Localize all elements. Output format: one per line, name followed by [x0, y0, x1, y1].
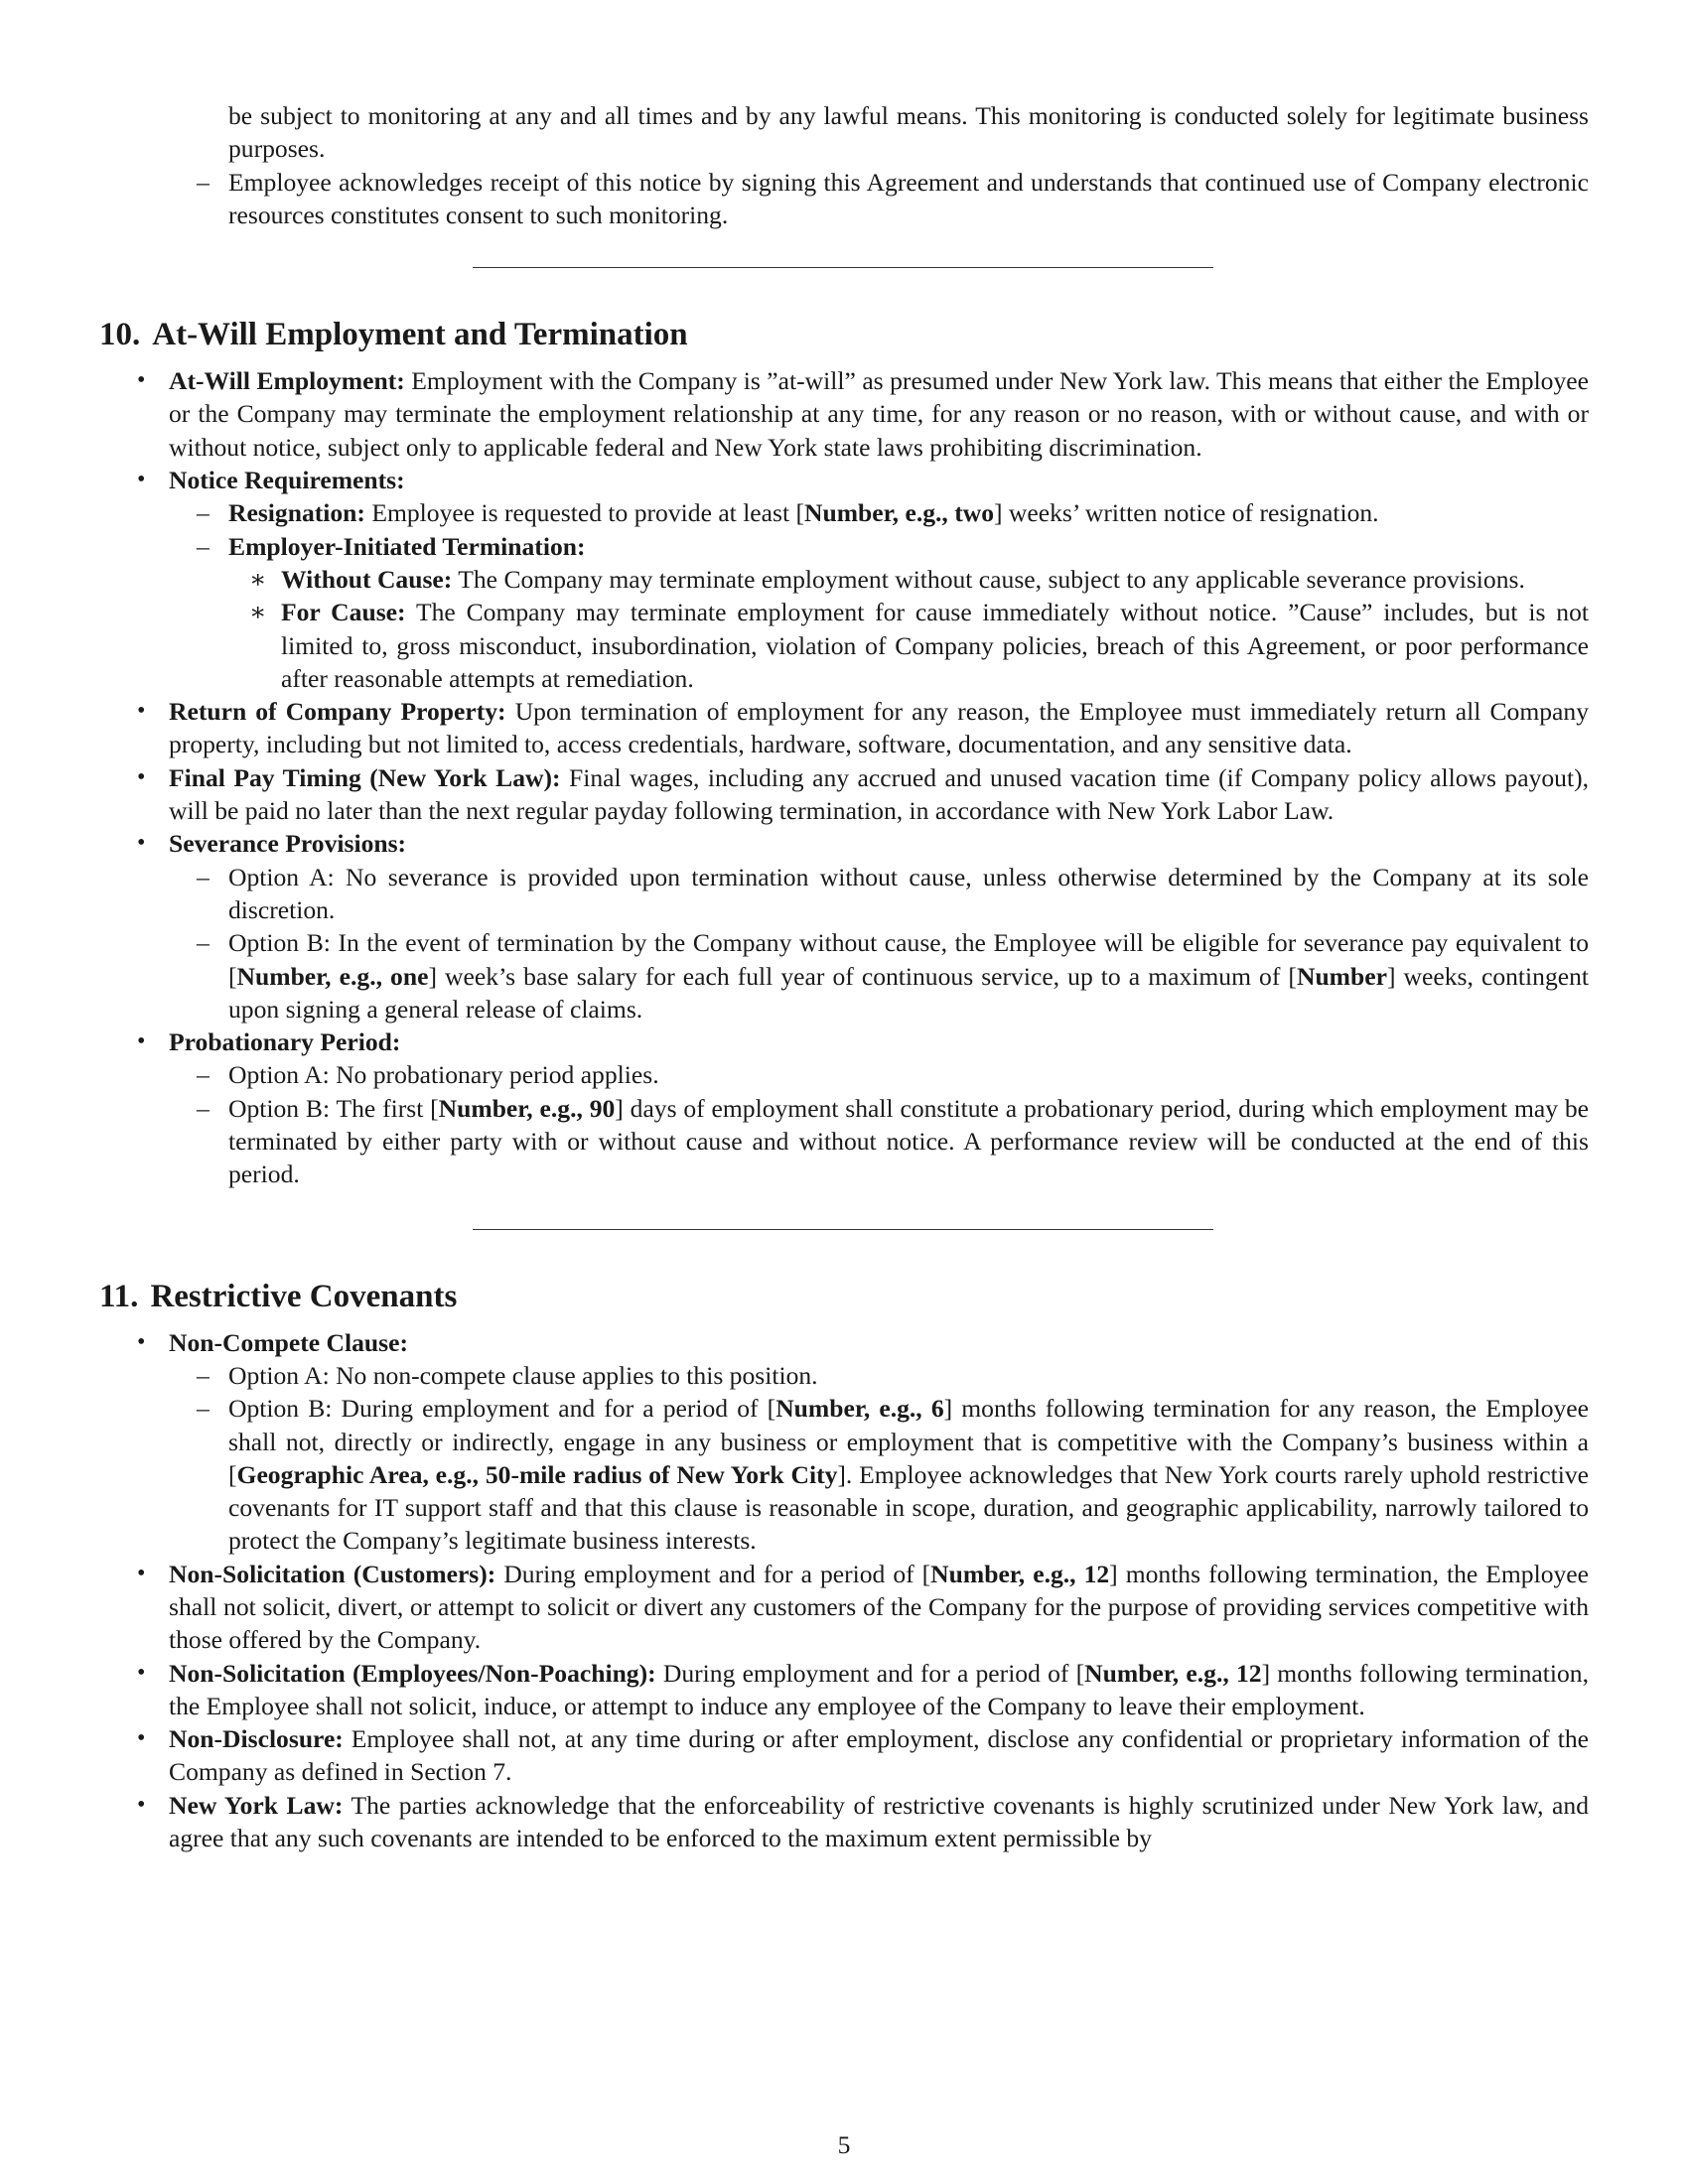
item-label: Non-Solicitation (Employees/Non-Poaching): — [169, 1658, 656, 1688]
dash-marker: – — [197, 1093, 210, 1123]
list-item: • Non-Disclosure: Employee shall not, at any time during or after employment, disclose any confidential or proprietary information of the Company as defined in Section 7. — [137, 1724, 1589, 1787]
bullet-marker: • — [137, 467, 146, 493]
asterisk-marker: ∗ — [249, 564, 267, 594]
list-item: ∗ For Cause: The Company may terminate employment for cause immediately without notice. ”Cause” includes, but is not limited to, gross misconduct, insubordination, violation of Company policies, breach of this Agreement, or poor performance after reasonable attempts at remediation. — [249, 598, 1589, 693]
list-item: – Option B: The first [Number, e.g., 90] days of employment shall constitute a probationary period, during which employment may be terminated by either party with or without cause and without notice. A performance review will be conducted at the end of this period. — [197, 1093, 1589, 1189]
list-item: – Option B: In the event of termination by the Company without cause, the Employee will be eligible for severance pay equivalent to [Number, e.g., one] week’s base salary for each full year of continuous service, up to a maximum of [Number] weeks, contingent upon signing a general release of claims. — [197, 928, 1590, 1024]
asterisk-marker: ∗ — [249, 598, 267, 627]
bullet-marker: • — [137, 1725, 146, 1752]
list-item: – Option A: No severance is provided upon termination without cause, unless otherwise determined by the Company at its sole discretion. — [197, 862, 1589, 924]
list-item — [99, 827, 1589, 860]
list-item: • New York Law: The parties acknowledge that the enforceability of restrictive covenants is highly scrutinized under New York law, and agree that any such covenants are intended to be enforced to the maximum extent permissible by — [137, 1790, 1589, 1853]
bullet-marker: • — [137, 1328, 146, 1355]
list-item: – Option A: No probationary period applies. — [99, 1058, 1589, 1091]
page-number: 5 — [837, 2130, 851, 2159]
page-content — [99, 99, 1589, 1854]
list-item — [99, 1025, 1589, 1058]
list-item: ∗ Without Cause: The Company may terminate employment without cause, subject to any applicable severance provisions. — [99, 563, 1589, 596]
dash-marker: – — [197, 531, 210, 561]
bullet-marker: • — [137, 1659, 146, 1686]
dash-marker: – — [197, 862, 210, 891]
dash-marker: – — [197, 498, 210, 528]
section-10-list — [99, 364, 1589, 1190]
list-item: • Final Pay Timing (New York Law): Final wages, including any accrued and unused vacation time (if Company policy allows payout), will be paid no later than the next regular payday following termination, in accordance with New York Labor Law. — [137, 762, 1590, 826]
list-item: – Option A: No non-compete clause applies to this position. — [99, 1359, 1589, 1392]
dash-marker: – — [197, 167, 210, 197]
item-label: Return of Company Property: — [169, 697, 506, 727]
section-heading: 11. Restrictive Covenants — [99, 1278, 458, 1314]
item-label: Probationary Period: — [169, 1027, 401, 1057]
list-item: • Non-Solicitation (Customers): During employment and for a period of [Number, e.g., 12] months following termination, the Employee shall not solicit, divert, or attempt to solicit or divert any customers of the Company for the purpose of providing services competitive with those offered by the Company. — [137, 1559, 1590, 1655]
item-label: Severance Provisions: — [169, 829, 407, 859]
item-label: At-Will Employment: — [169, 366, 405, 396]
list-item: – Employer-Initiated Termination: — [99, 530, 1589, 563]
list-item: – Resignation: Employee is requested to provide at least [Number, e.g., two] weeks’ written notice of resignation. — [99, 496, 1589, 529]
item-label: New York Law: — [169, 1790, 344, 1820]
section-divider — [473, 1229, 1213, 1230]
list-item: – Option B: During employment and for a period of [Number, e.g., 6] months following termination for any reason, the Employee shall not, directly or indirectly, engage in any business or employment that is competitive with the Company’s business within a [Geographic Area, e.g., 50-mile radius of New York City]. Employee acknowledges that New York courts rarely uphold restrictive covenants for IT support staff and that this clause is reasonable in scope, duration, and geographic applicability, narrowly tailored to protect the Company’s legitimate business interests. — [197, 1394, 1590, 1556]
top-list — [99, 99, 1589, 231]
list-item: – Employee acknowledges receipt of this notice by signing this Agreement and understands that continued use of Company electronic resources constitutes consent to such monitoring. — [197, 167, 1589, 229]
list-item: • Non-Solicitation (Employees/Non-Poaching): During employment and for a period of [Number, e.g., 12] months following termination, the Employee shall not solicit, induce, or attempt to induce any employee of the Company to leave their employment. — [137, 1658, 1589, 1720]
list-item: • At-Will Employment: Employment with the Company is ”at-will” as presumed under New York law. This means that either the Employee or the Company may terminate the employment relationship at any time, for any reason or no reason, with or without cause, and with or without notice, subject only to applicable federal and New York state laws prohibiting discrimination. — [137, 366, 1589, 462]
item-label: Final Pay Timing (New York Law): — [169, 762, 561, 792]
bullet-marker: • — [137, 1791, 146, 1818]
item-label: Notice Requirements: — [169, 466, 405, 495]
bullet-marker: • — [137, 1560, 146, 1586]
list-item: be subject to monitoring at any and all times and by any lawful means. This monitoring is conducted solely for legitimate business purposes. — [228, 101, 1589, 164]
section-heading: 10. At-Will Employment and Termination — [99, 317, 688, 353]
bullet-marker: • — [137, 367, 146, 394]
dash-marker: – — [197, 1060, 210, 1090]
item-label: Non-Compete Clause: — [169, 1327, 408, 1357]
section-11-list — [99, 1326, 1589, 1855]
item-label: Non-Disclosure: — [169, 1724, 344, 1754]
list-item — [99, 464, 1589, 496]
bullet-marker: • — [137, 830, 146, 857]
bullet-marker: • — [137, 1028, 146, 1055]
list-item: • Return of Company Property: Upon termination of employment for any reason, the Employee must immediately return all Company property, including but not limited to, access credentials, hardware, software, documentation, and any sensitive data. — [137, 697, 1590, 759]
bullet-marker: • — [137, 698, 146, 725]
section-divider — [473, 267, 1213, 268]
dash-marker: – — [197, 1394, 210, 1424]
item-label: Non-Solicitation (Customers): — [169, 1559, 496, 1588]
dash-marker: – — [197, 928, 210, 958]
dash-marker: – — [197, 1360, 210, 1390]
list-item — [99, 1326, 1589, 1359]
bullet-marker: • — [137, 763, 146, 790]
